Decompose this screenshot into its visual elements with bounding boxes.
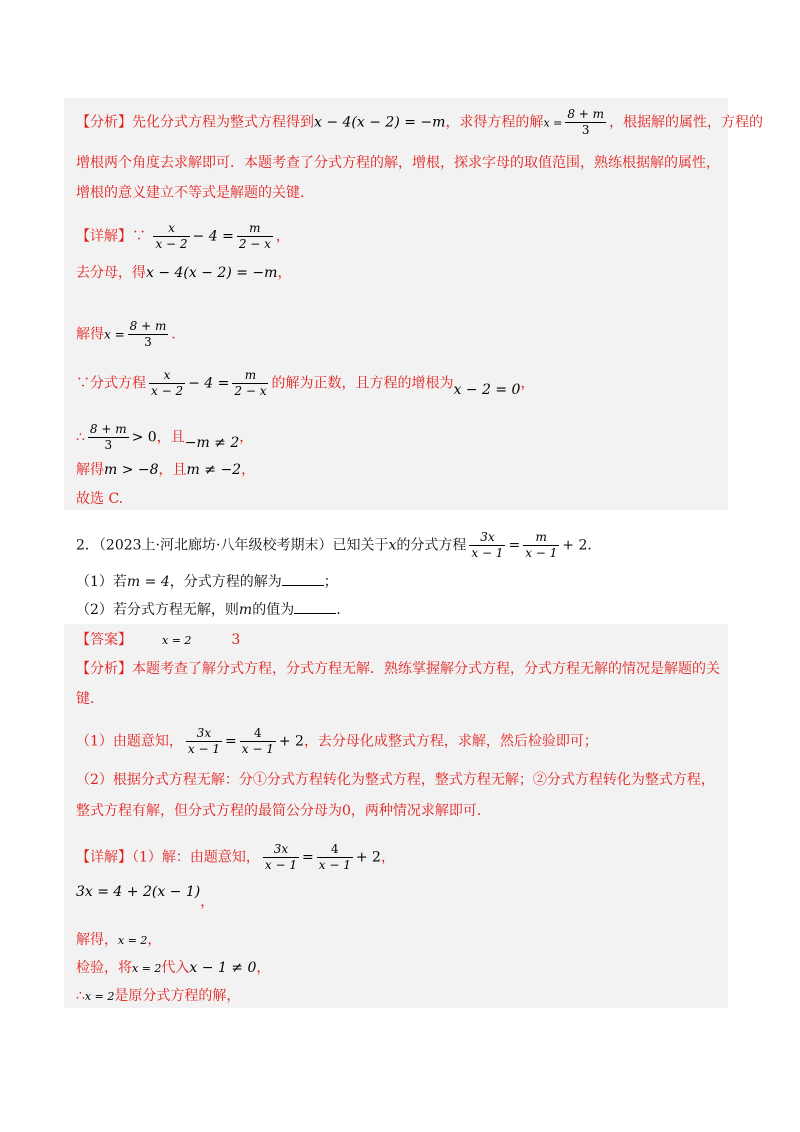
variable: m xyxy=(238,602,253,618)
fraction xyxy=(469,530,505,561)
equation-part: − 4 = xyxy=(188,375,230,392)
fraction-numerator: x xyxy=(153,221,189,237)
fraction-denominator: x − 1 xyxy=(187,742,221,756)
fraction-denominator: x − 2 xyxy=(155,237,188,251)
analysis2-line-5: 整式方程有解，但分式方程的最简公分母为0，两种情况求解即可． xyxy=(76,803,491,819)
detail-tag: 【详解】 xyxy=(76,228,132,245)
fraction-numerator: 3x xyxy=(263,842,299,858)
fraction-numerator: 3x xyxy=(186,726,222,742)
fraction-denominator: 3 xyxy=(144,335,152,349)
question-text: 的值为 xyxy=(252,602,295,618)
analysis2-line-4: （2）根据分式方程无解：分①分式方程转化为整式方程，整式方程无解；②分式方程转化为整式方程， xyxy=(76,772,715,788)
fraction-denominator: x − 1 xyxy=(525,546,558,560)
analysis2-line-3 xyxy=(76,726,598,757)
answer-2: 3 xyxy=(231,632,241,648)
comma: ， xyxy=(256,960,271,976)
fraction-numerator: m xyxy=(237,221,273,237)
detail2-line-2 xyxy=(76,882,215,910)
solution-lhs: x = xyxy=(543,116,563,130)
analysis-text: 本题考查了解分式方程，分式方程无解．熟练掌握解分式方程，分式方程无解的情况是解题的关 xyxy=(132,661,720,677)
detail-text: 代入 xyxy=(161,960,190,976)
value: x = 2 xyxy=(132,962,162,975)
solution-fraction xyxy=(565,107,606,138)
fraction-denominator: x − 1 xyxy=(241,742,274,756)
detail-line-7: 故选 C. xyxy=(76,491,124,507)
analysis2-line-1 xyxy=(76,659,720,679)
answer-tag: 【答案】 xyxy=(76,632,132,648)
step-text: 去分母，得 xyxy=(76,265,146,281)
question-2-stem xyxy=(76,530,601,561)
fraction xyxy=(128,319,169,350)
fraction xyxy=(232,368,268,399)
analysis-text: ，求得方程的解 xyxy=(445,114,544,131)
question-2-part-2 xyxy=(76,599,350,620)
fraction-numerator: m xyxy=(523,530,559,546)
detail2-line-5 xyxy=(76,986,240,1007)
inequality: m ≠ −2 xyxy=(186,462,242,478)
fraction-denominator: x − 2 xyxy=(151,384,184,398)
equals-sign: = xyxy=(302,849,314,866)
analysis-line-1 xyxy=(76,107,763,138)
therefore-symbol: ∴ xyxy=(76,988,85,1004)
equation: x − 4(x − 2) = −m xyxy=(146,265,278,281)
question-text: 的分式方程 xyxy=(396,537,467,554)
analysis-line-2: 增根两个角度去求解即可．本题考查了分式方程的解，增根，探求字母的取值范围，熟练根据解的属性， xyxy=(76,155,720,171)
therefore-symbol: ∴ xyxy=(76,429,85,446)
question-2-part-1 xyxy=(76,571,338,592)
fraction xyxy=(263,842,299,873)
fraction-denominator: 3 xyxy=(104,438,113,452)
inequality: −m ≠ 2 xyxy=(184,434,240,451)
step-text: 的解为正数，且方程的增根为 xyxy=(271,375,454,392)
analysis-text: 先化分式方程为整式方程得到 xyxy=(132,114,314,131)
equals-sign: = xyxy=(225,733,237,750)
because-symbol: ∵ xyxy=(132,228,146,245)
fraction-denominator: 2 − x xyxy=(234,384,267,398)
answer-1: x = 2 xyxy=(162,634,192,647)
comma: ， xyxy=(380,849,395,866)
question-text: ，分式方程的解为 xyxy=(169,574,282,590)
step-text: 解得 xyxy=(76,462,104,478)
analysis-text: （1）由题意知， xyxy=(76,733,183,750)
detail-text: 解得， xyxy=(76,932,118,948)
variable: x xyxy=(388,537,397,554)
step-text: ，且 xyxy=(158,462,187,478)
analysis-text: ，去分母化成整式方程，求解，然后检验即可； xyxy=(303,733,598,750)
step-text: ∵分式方程 xyxy=(76,375,146,392)
fraction-numerator: 8 + m xyxy=(129,319,167,333)
analysis2-line-2: 键． xyxy=(76,691,104,707)
equation: 3x = 4 + 2(x − 1) xyxy=(76,884,201,900)
comma: ， xyxy=(239,429,254,446)
period: ． xyxy=(587,537,602,554)
analysis-line-3: 增根的意义建立不等式是解题的关键． xyxy=(76,185,314,201)
step-text: 解得 xyxy=(76,326,104,343)
inequality: m > −8 xyxy=(104,462,159,478)
condition: x − 1 ≠ 0 xyxy=(189,960,257,976)
fraction xyxy=(186,726,222,757)
detail-line-6 xyxy=(76,460,255,480)
answer-line xyxy=(76,630,240,651)
fraction-denominator: 2 − x xyxy=(238,237,271,251)
analysis-tag: 【分析】 xyxy=(76,114,132,131)
detail-line-4 xyxy=(76,368,534,399)
punctuation: ． xyxy=(336,602,351,618)
detail2-line-4 xyxy=(76,958,270,979)
fraction-numerator: 8 + m xyxy=(567,107,605,121)
fraction xyxy=(153,221,189,252)
detail-tag: 【详解】 xyxy=(76,849,132,866)
inequality: > 0 xyxy=(131,429,157,446)
detail-text: 检验，将 xyxy=(76,960,132,976)
solution: x = 2 xyxy=(118,934,148,947)
equation: x − 2 = 0 xyxy=(453,381,521,398)
equation-lhs: x = xyxy=(104,327,125,342)
detail-line-3 xyxy=(76,319,185,350)
fraction xyxy=(237,221,273,252)
fraction-numerator: 4 xyxy=(240,726,276,742)
analysis-tag: 【分析】 xyxy=(76,661,132,677)
detail-line-1 xyxy=(76,221,290,252)
comma: ， xyxy=(277,265,292,281)
equation-part: + 2 xyxy=(355,849,381,866)
fraction-denominator: x − 1 xyxy=(471,546,504,560)
integer-equation: x − 4(x − 2) = −m xyxy=(314,114,446,131)
question-number: 2． xyxy=(76,537,99,554)
fraction-numerator: 8 + m xyxy=(89,422,127,436)
detail-text: 是原分式方程的解， xyxy=(114,988,241,1004)
answer-blank[interactable] xyxy=(294,599,336,614)
question-text: （2）若分式方程无解，则 xyxy=(76,602,239,618)
answer-blank[interactable] xyxy=(282,571,324,586)
step-text: ，且 xyxy=(156,429,185,446)
comma: ， xyxy=(147,932,162,948)
detail-line-5 xyxy=(76,422,253,453)
fraction xyxy=(149,368,185,399)
equation-part: − 4 = xyxy=(192,228,234,245)
question-text: （1）若 xyxy=(76,574,127,590)
comma: ， xyxy=(200,894,215,910)
period: ． xyxy=(171,326,186,343)
detail2-line-3 xyxy=(76,930,161,951)
punctuation: ； xyxy=(323,574,338,590)
fraction xyxy=(317,842,353,873)
condition: m = 4 xyxy=(126,574,170,590)
question-text: （2023上·河北廊坊·八年级校考期末）已知关于 xyxy=(98,537,389,554)
analysis-text: ，根据解的属性，方程的 xyxy=(609,114,764,131)
comma: ， xyxy=(520,375,535,392)
equals-sign: = xyxy=(508,537,521,554)
equation-part: + 2 xyxy=(562,537,588,554)
fraction xyxy=(240,726,276,757)
fraction-denominator: 3 xyxy=(581,123,590,137)
fraction-denominator: x − 1 xyxy=(318,858,351,872)
fraction-denominator: x − 1 xyxy=(264,858,298,872)
fraction-numerator: m xyxy=(232,368,268,384)
detail2-line-1 xyxy=(76,842,395,873)
comma: ， xyxy=(275,228,290,245)
fraction-numerator: 4 xyxy=(317,842,353,858)
fraction xyxy=(523,530,559,561)
equation-part: + 2 xyxy=(278,733,304,750)
fraction-numerator: 3x xyxy=(469,530,505,546)
fraction-numerator: x xyxy=(149,368,185,384)
value: x = 2 xyxy=(84,990,115,1003)
detail-line-2 xyxy=(76,263,291,283)
detail-text: （1）解：由题意知， xyxy=(132,849,260,866)
fraction xyxy=(88,422,129,453)
comma: ， xyxy=(241,462,256,478)
